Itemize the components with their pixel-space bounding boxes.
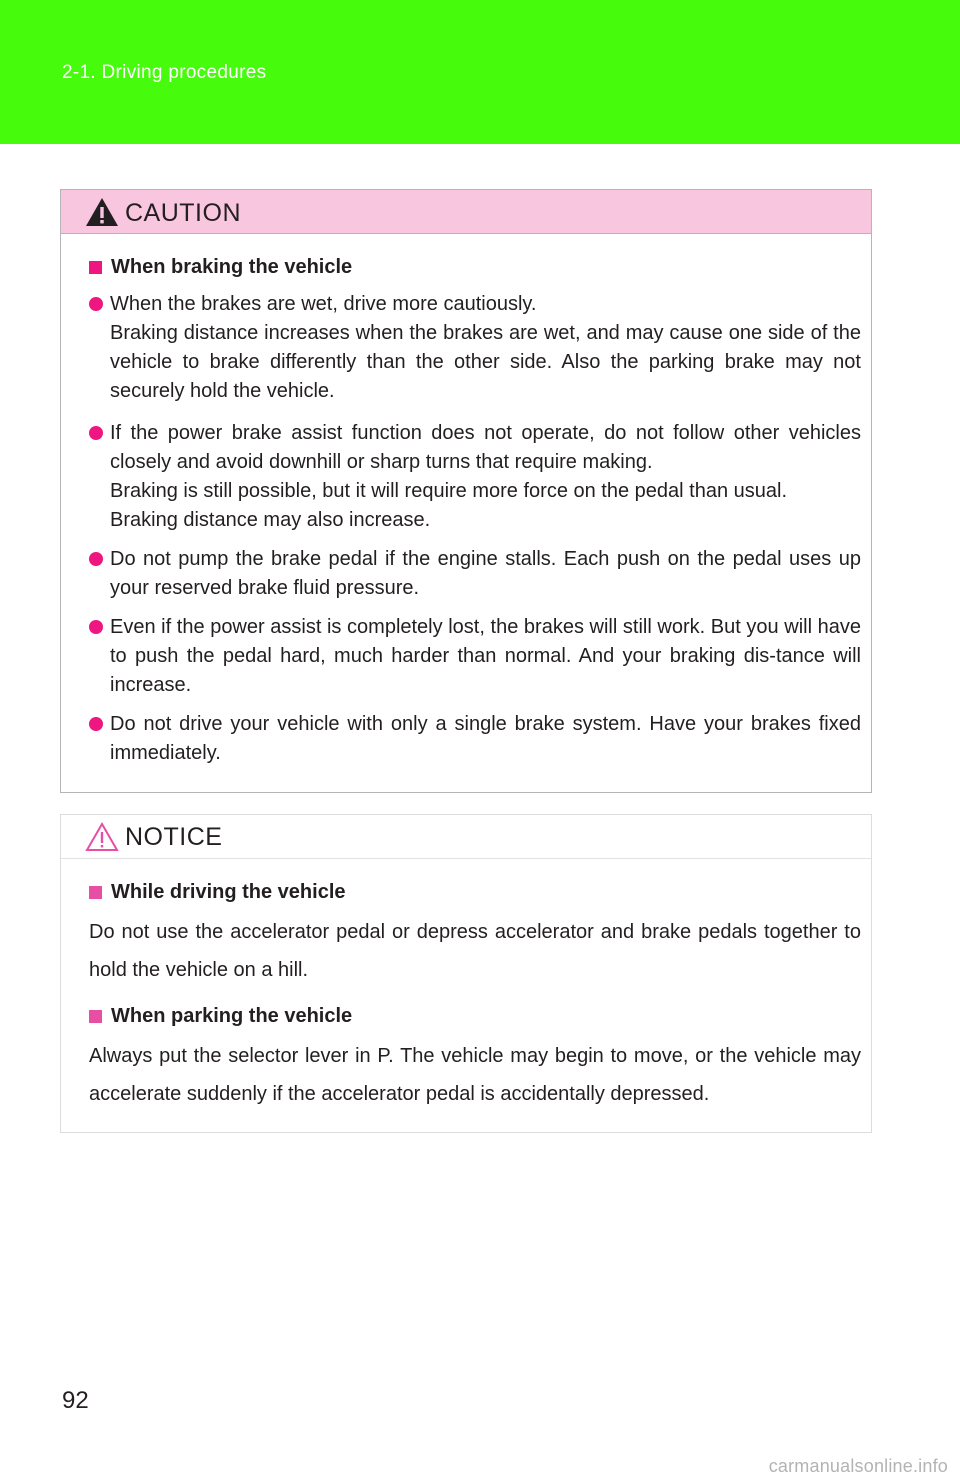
section-heading: 2-1. Driving procedures bbox=[62, 62, 267, 83]
caution-header bbox=[61, 190, 871, 234]
round-bullet-icon bbox=[89, 620, 103, 634]
caution-bullet-2-line-1: If the power brake assist function does not operate, do not follow other vehicles closely and avoid downhill or sharp turns that require making. bbox=[110, 422, 861, 473]
notice-section-title-1: While driving the vehicle bbox=[89, 881, 346, 904]
caution-bullet-4 bbox=[89, 613, 861, 700]
caution-bullet-1-line-2: Braking distance increases when the brakes are wet, and may cause one side of the vehicle to brake differently than the other side. Also the parking brake may not securely hold the vehicle. bbox=[110, 322, 861, 402]
notice-header bbox=[61, 815, 871, 859]
caution-bullet-2-line-3: Braking distance may also increase. bbox=[110, 509, 431, 531]
round-bullet-icon bbox=[89, 552, 103, 566]
caution-bullet-1 bbox=[89, 290, 861, 406]
caution-bullet-1-line-1: When the brakes are wet, drive more cautiously. bbox=[110, 293, 537, 315]
page-header-band bbox=[0, 0, 960, 144]
notice-section-text-1: Do not use the accelerator pedal or depress accelerator and brake pedals together to hold the vehicle on a hill. bbox=[89, 921, 861, 981]
watermark: carmanualsonline.info bbox=[768, 1456, 948, 1476]
caution-bullet-5-line-1: Do not drive your vehicle with only a single brake system. Have your brakes fixed immediately. bbox=[110, 713, 861, 764]
notice-section-text-2: Always put the selector lever in P. The vehicle may begin to move, or the vehicle may accelerate suddenly if the accelerator pedal is accidentally depressed. bbox=[89, 1045, 861, 1105]
notice-section-title-2: When parking the vehicle bbox=[89, 1005, 352, 1028]
notice-title: NOTICE bbox=[125, 823, 223, 851]
round-bullet-icon bbox=[89, 297, 103, 311]
caution-bullet-4-line-1: Even if the power assist is completely lost, the brakes will still work. But you will have to push the pedal hard, much harder than normal. And your braking dis-tance will increase. bbox=[110, 616, 861, 696]
round-bullet-icon bbox=[89, 717, 103, 731]
caution-bullet-2 bbox=[89, 419, 861, 535]
notice-box bbox=[60, 814, 872, 1133]
caution-warning-icon bbox=[85, 197, 119, 227]
round-bullet-icon bbox=[89, 426, 103, 440]
caution-bullet-5 bbox=[89, 710, 861, 768]
square-bullet-icon bbox=[89, 1010, 102, 1023]
caution-box bbox=[60, 189, 872, 793]
caution-bullet-3 bbox=[89, 545, 861, 603]
caution-section-title: When braking the vehicle bbox=[89, 256, 352, 279]
page-number: 92 bbox=[62, 1387, 89, 1414]
caution-title: CAUTION bbox=[125, 199, 241, 227]
caution-bullet-3-line-1: Do not pump the brake pedal if the engine stalls. Each push on the pedal uses up your reserved brake fluid pressure. bbox=[110, 548, 861, 599]
square-bullet-icon bbox=[89, 261, 102, 274]
notice-warning-icon bbox=[85, 822, 119, 852]
caution-bullet-2-line-2: Braking is still possible, but it will require more force on the pedal than usual. bbox=[110, 480, 788, 502]
square-bullet-icon bbox=[89, 886, 102, 899]
